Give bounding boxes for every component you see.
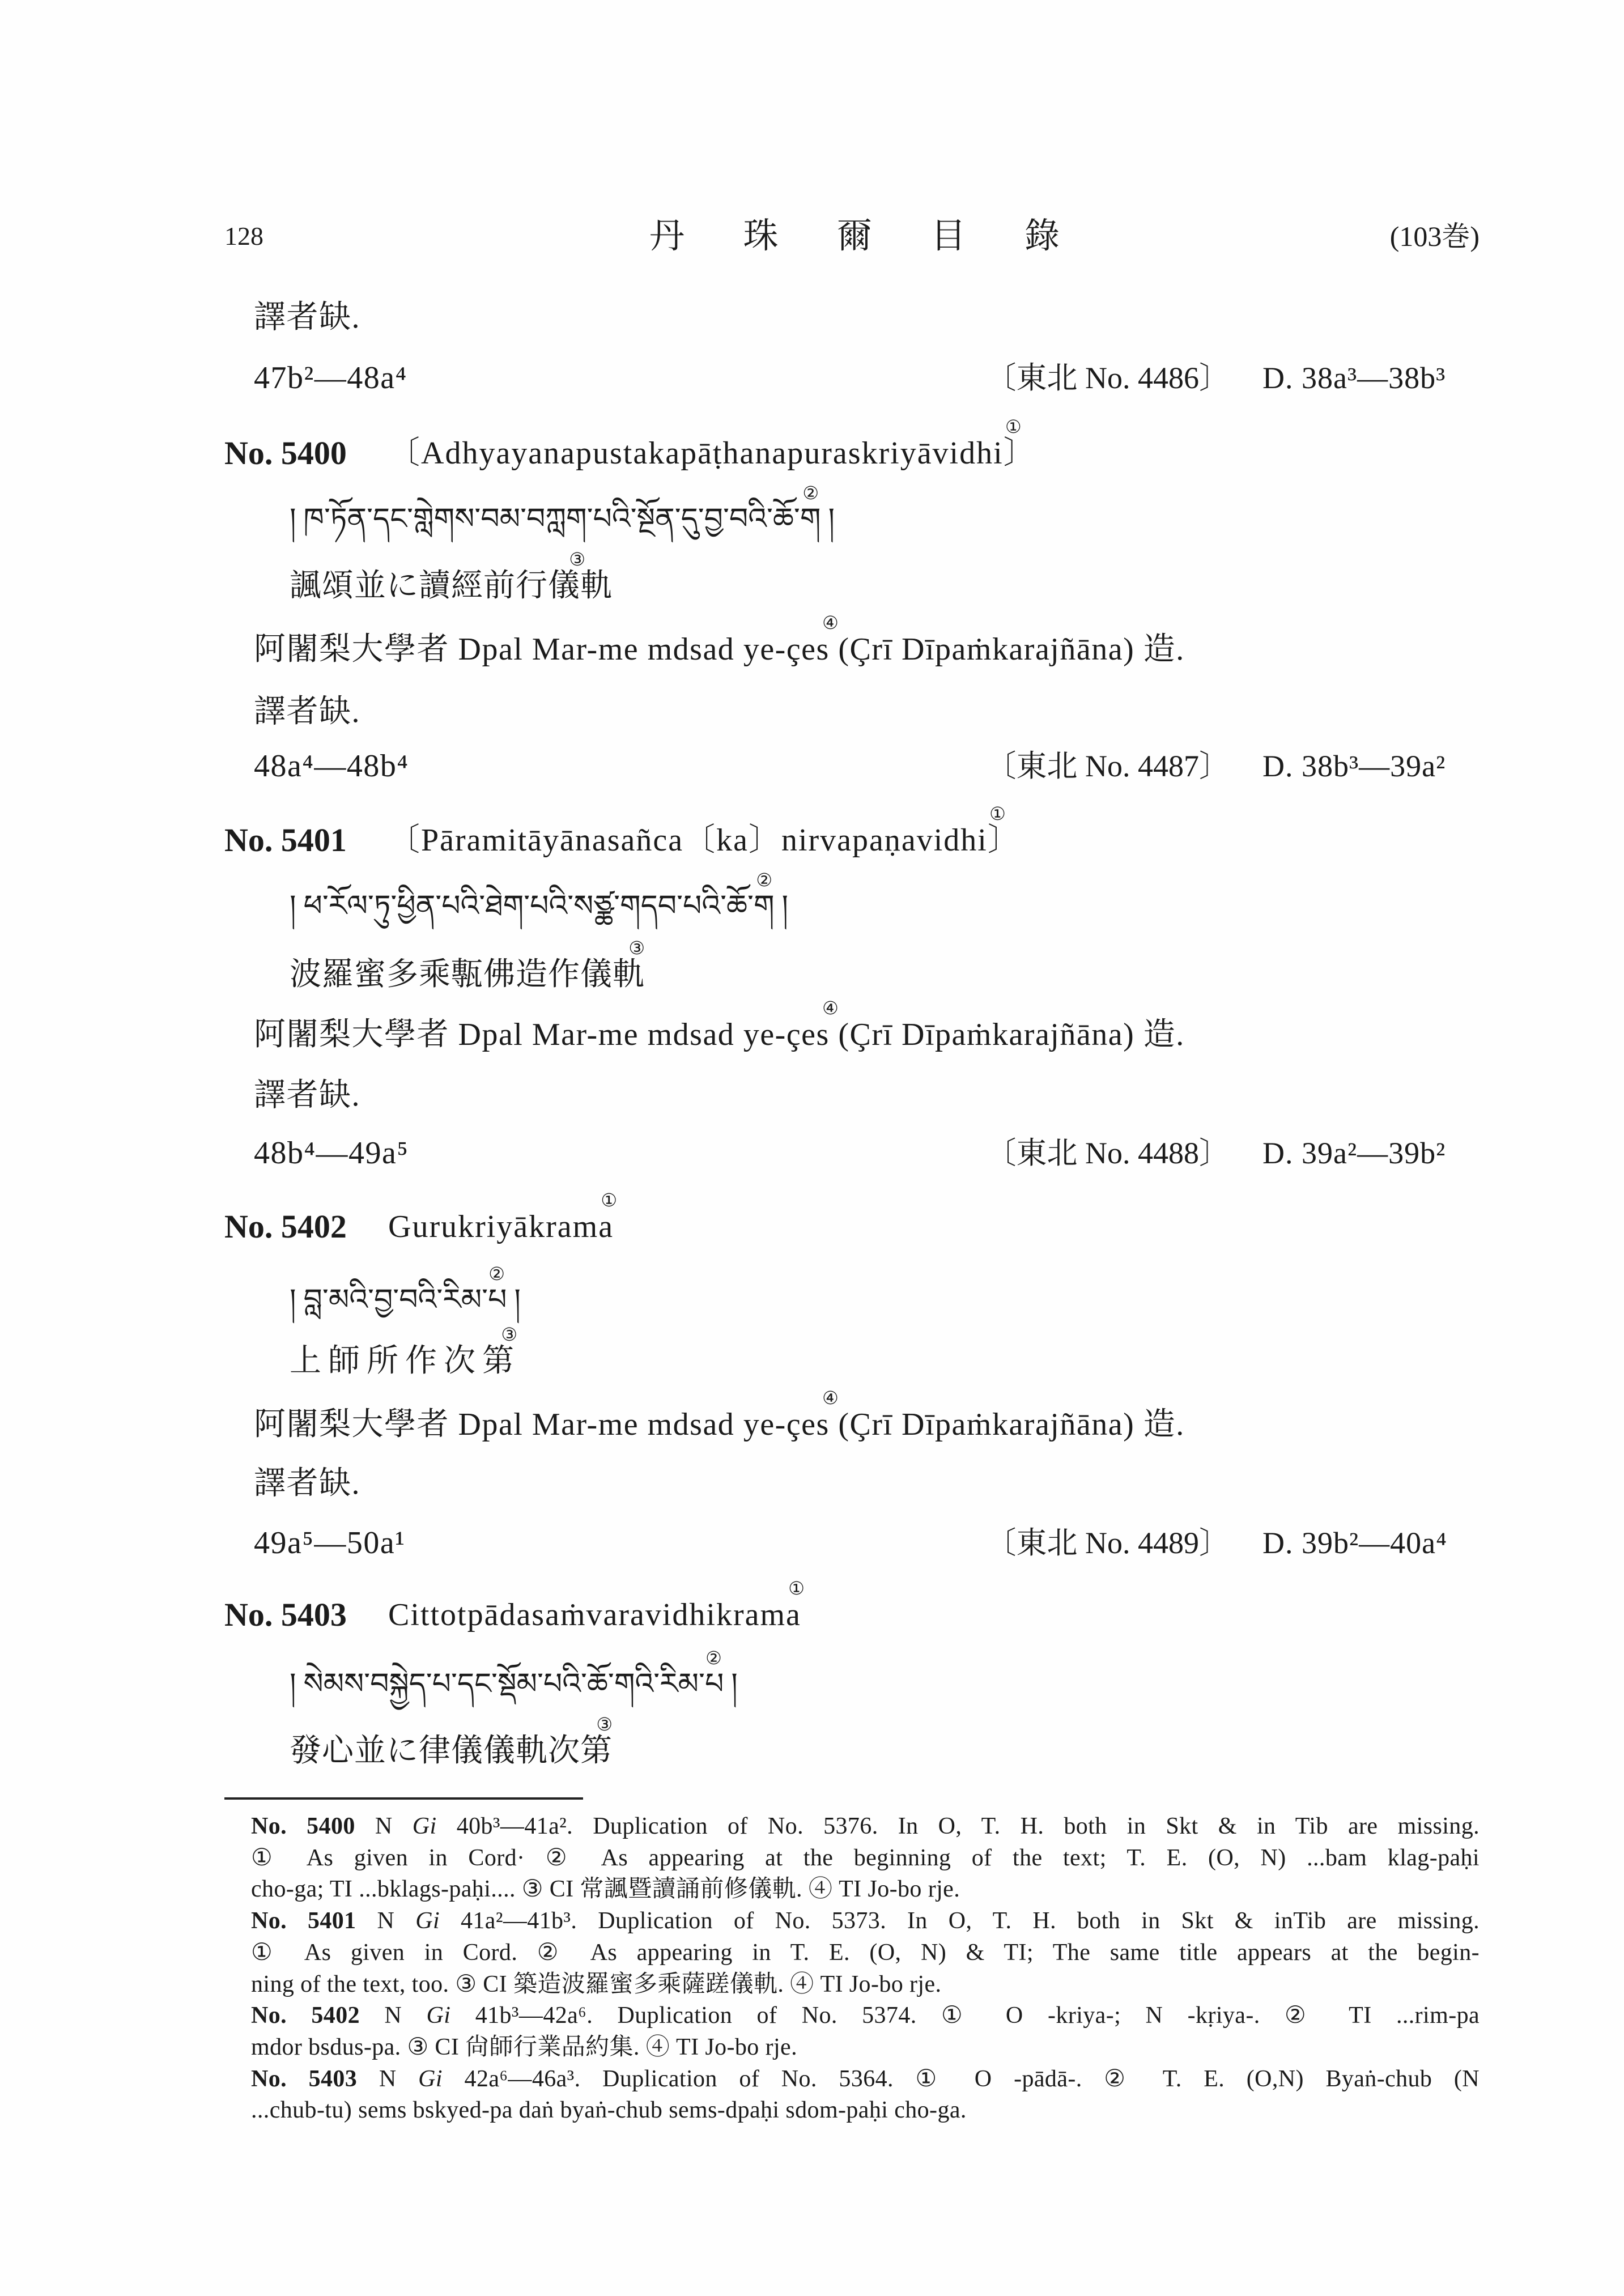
footnote-text: 40b³—41a². Duplication of No. 5376. In O, T. H. both in Skt & in Tib are missing. bbox=[456, 1813, 1480, 1839]
note-marker: ① bbox=[1005, 416, 1022, 437]
tibetan-title-line bbox=[0, 1263, 1624, 1320]
author-name-end bbox=[743, 612, 839, 669]
translator-line bbox=[0, 1075, 1624, 1115]
footnote-number: No. 5403 bbox=[251, 2066, 358, 2092]
tibetan-title-line bbox=[0, 869, 1624, 926]
note-marker: ② bbox=[802, 482, 819, 504]
note-marker: ④ bbox=[822, 612, 839, 633]
entry-number: No. 5403 bbox=[224, 1596, 347, 1633]
japanese-title bbox=[290, 1324, 521, 1381]
tibetan-title-text: ། སེམས་བསྐྱེད་པ་དང་སྡོམ་པའི་ཆོ་གའི་རིམ་པ ། bbox=[290, 1668, 738, 1700]
japanese-title-text: 發心並に律儀儀軌次第 bbox=[290, 1733, 613, 1768]
footnote-text: 42a⁶—46a³. Duplication of No. 5364. ① O -pādā-. ② T. E. (O,N) Byaṅ-chub (N bbox=[464, 2066, 1480, 2092]
translator-note: 譯者缺. bbox=[254, 1078, 360, 1113]
footnote-text: 41a²—41b³. Duplication of No. 5373. In O, T. H. both in Skt & inTib are missing. bbox=[460, 1908, 1480, 1934]
footnote-text: 41b³—42a⁶. Duplication of No. 5374. ① O -kriya-; N -kṛiya-. ② TI ...rim-pa bbox=[475, 2002, 1480, 2029]
derge-reference: D. 39b²—40a⁴ bbox=[1262, 1526, 1447, 1560]
note-marker: ② bbox=[756, 869, 773, 891]
japanese-title-line bbox=[0, 549, 1624, 606]
author bbox=[254, 1387, 1185, 1444]
footnote-number: No. 5401 bbox=[251, 1908, 356, 1934]
author-sanskrit-name: (Çrī Dīpaṁkarajñāna) 造. bbox=[838, 632, 1185, 667]
manuscript-siglum: N bbox=[379, 2066, 397, 2092]
translator-line bbox=[0, 297, 1624, 337]
page-number: 128 bbox=[224, 222, 263, 250]
entry-heading bbox=[0, 1578, 1624, 1635]
footnote-line: cho-ga; TI ...bklags-paḥi.... ③ CI 常諷暨讀誦前修儀軌. ④ TI Jo-bo rje. bbox=[251, 1876, 960, 1902]
footnote-number: No. 5400 bbox=[251, 1813, 355, 1839]
author-name-text: ye-çes bbox=[743, 632, 830, 667]
note-marker: ④ bbox=[822, 1387, 839, 1409]
entry-number: No. 5402 bbox=[224, 1208, 347, 1245]
sanskrit-title-text: Cittotpādasaṁvaravidhikrama bbox=[388, 1597, 801, 1632]
tibetan-title-text: ། ཁ་ཏོན་དང་གླེགས་བམ་བཀླག་པའི་སྔོན་དུ་བྱ་བའི་ཆོ་ག ། bbox=[290, 503, 835, 535]
tibetan-title-text: ། ཕ་རོལ་ཏུ་ཕྱིན་པའི་ཐེག་པའི་སཙྪ་གདབ་པའི་ཆོ་ག ། bbox=[290, 890, 789, 922]
translator-note: 譯者缺. bbox=[254, 300, 360, 335]
volume-siglum: Gi bbox=[412, 1813, 437, 1839]
author-line bbox=[0, 612, 1624, 669]
entry-heading bbox=[0, 1189, 1624, 1247]
author-name-end bbox=[743, 1387, 839, 1444]
tibetan-title bbox=[290, 482, 835, 539]
sanskrit-title-text: 〔Adhyayanapustakapāṭhanapuraskriyāvidhi〕 bbox=[388, 436, 1036, 471]
footnote-number: No. 5402 bbox=[251, 2002, 360, 2029]
folio-range: 48a⁴—48b⁴ bbox=[254, 749, 409, 784]
note-marker: ③ bbox=[501, 1324, 517, 1345]
japanese-title bbox=[290, 1714, 613, 1771]
translator-note: 譯者缺. bbox=[254, 694, 360, 729]
tohoku-reference: 〔東北 No. 4489〕 bbox=[985, 1526, 1230, 1560]
author-name-text: ye-çes bbox=[743, 1017, 830, 1052]
tohoku-reference: 〔東北 No. 4487〕 bbox=[985, 749, 1230, 783]
author-line bbox=[0, 1387, 1624, 1444]
japanese-title-line bbox=[0, 1324, 1624, 1381]
reference-line bbox=[0, 1133, 1624, 1173]
volume-siglum: Gi bbox=[426, 2002, 451, 2029]
sanskrit-title bbox=[388, 1189, 618, 1247]
author-name-text: ye-çes bbox=[743, 1407, 830, 1442]
sanskrit-title bbox=[388, 416, 1036, 473]
author-sanskrit-name: (Çrī Dīpaṁkarajñāna) 造. bbox=[838, 1017, 1185, 1052]
sanskrit-title bbox=[388, 803, 1021, 860]
translator-note: 譯者缺. bbox=[254, 1466, 360, 1501]
footnote-rule bbox=[224, 1797, 583, 1800]
note-marker: ② bbox=[705, 1647, 722, 1669]
author-name-end bbox=[743, 997, 839, 1055]
running-title: 丹 珠 爾 目 錄 bbox=[649, 217, 1060, 256]
reference-line bbox=[0, 746, 1624, 786]
tibetan-title-line bbox=[0, 1647, 1624, 1704]
note-marker: ① bbox=[788, 1578, 805, 1599]
translator-line bbox=[0, 1464, 1624, 1503]
japanese-title-text: 波羅蜜多乘甎佛造作儀軌 bbox=[290, 957, 645, 992]
running-header bbox=[0, 214, 1624, 259]
reference-line bbox=[0, 358, 1624, 398]
footnote-line: ① As given in Cord· ② As appearing at the beginning of the text; T. E. (O, N) ...bam klag-paḥi bbox=[251, 1845, 1480, 1871]
tibetan-title-text: ། བླ་མའི་བྱ་བའི་རིམ་པ ། bbox=[290, 1284, 521, 1316]
footnote-5403 bbox=[251, 2063, 1480, 2095]
manuscript-siglum: N bbox=[377, 1908, 395, 1934]
entry-heading bbox=[0, 416, 1624, 473]
footnote-line: mdor bsdus-pa. ③ CI 尙師行業品約集. ④ TI Jo-bo rje. bbox=[251, 2034, 797, 2060]
author-title-and-name: 阿闍梨大學者 Dpal Mar-me mdsad bbox=[254, 632, 735, 667]
japanese-title-line bbox=[0, 937, 1624, 994]
note-marker: ② bbox=[488, 1263, 505, 1285]
japanese-title-text: 諷頌並に讀經前行儀軌 bbox=[290, 568, 613, 603]
author-title-and-name: 阿闍梨大學者 Dpal Mar-me mdsad bbox=[254, 1017, 735, 1052]
author-sanskrit-name: (Çrī Dīpaṁkarajñāna) 造. bbox=[838, 1407, 1185, 1442]
author-line bbox=[0, 997, 1624, 1055]
folio-range: 48b⁴—49a⁵ bbox=[254, 1136, 409, 1171]
entry-number: No. 5400 bbox=[224, 435, 347, 471]
note-marker: ① bbox=[601, 1189, 618, 1211]
tohoku-reference: 〔東北 No. 4488〕 bbox=[985, 1136, 1230, 1170]
footnote-5402 bbox=[251, 2000, 1480, 2031]
tohoku-reference: 〔東北 No. 4486〕 bbox=[985, 361, 1230, 395]
volume-label: (103巻) bbox=[1389, 220, 1480, 252]
entry-heading bbox=[0, 803, 1624, 860]
author bbox=[254, 997, 1185, 1055]
entry-number: No. 5401 bbox=[224, 822, 347, 858]
footnote-line: ...chub-tu) sems bskyed-pa daṅ byaṅ-chub sems-dpaḥi sdom-paḥi cho-ga. bbox=[251, 2097, 967, 2123]
derge-reference: D. 39a²—39b² bbox=[1262, 1136, 1446, 1170]
reference-line bbox=[0, 1523, 1624, 1563]
footnote-5400 bbox=[251, 1810, 1480, 1842]
folio-range: 47b²—48a⁴ bbox=[254, 360, 407, 396]
derge-reference: D. 38a³—38b³ bbox=[1262, 361, 1446, 395]
note-marker: ④ bbox=[822, 997, 839, 1019]
footnote-5401 bbox=[251, 1905, 1480, 1937]
note-marker: ③ bbox=[569, 549, 585, 570]
tibetan-title bbox=[290, 869, 789, 926]
note-marker: ③ bbox=[596, 1714, 613, 1735]
japanese-title bbox=[290, 549, 613, 606]
translator-line bbox=[0, 692, 1624, 732]
japanese-title-text: 上師所作次第 bbox=[290, 1343, 521, 1379]
japanese-title-line bbox=[0, 1714, 1624, 1771]
tibetan-title-line bbox=[0, 482, 1624, 539]
volume-siglum: Gi bbox=[415, 1908, 440, 1934]
tibetan-title bbox=[290, 1647, 738, 1704]
note-marker: ③ bbox=[628, 937, 645, 959]
manuscript-siglum: N bbox=[375, 1813, 393, 1839]
sanskrit-title-text: 〔Pāramitāyānasañca〔ka〕nirvapaṇavidhi〕 bbox=[388, 823, 1021, 858]
derge-reference: D. 38b³—39a² bbox=[1262, 749, 1446, 783]
author-title-and-name: 阿闍梨大學者 Dpal Mar-me mdsad bbox=[254, 1407, 735, 1442]
japanese-title bbox=[290, 937, 645, 994]
folio-range: 49a⁵—50a¹ bbox=[254, 1525, 406, 1561]
tibetan-title bbox=[290, 1263, 521, 1320]
sanskrit-title-text: Gurukriyākrama bbox=[388, 1209, 614, 1244]
footnote-line: ① As given in Cord. ② As appearing in T. E. (O, N) & TI; The same title appears at the begin- bbox=[251, 1940, 1480, 1966]
author bbox=[254, 612, 1185, 669]
sanskrit-title bbox=[388, 1578, 805, 1635]
footnote-line: ning of the text, too. ③ CI 築造波羅蜜多乘薩蹉儀軌. ④ TI Jo-bo rje. bbox=[251, 1971, 942, 1997]
volume-siglum: Gi bbox=[418, 2066, 443, 2092]
manuscript-siglum: N bbox=[384, 2002, 402, 2029]
note-marker: ① bbox=[989, 803, 1006, 824]
